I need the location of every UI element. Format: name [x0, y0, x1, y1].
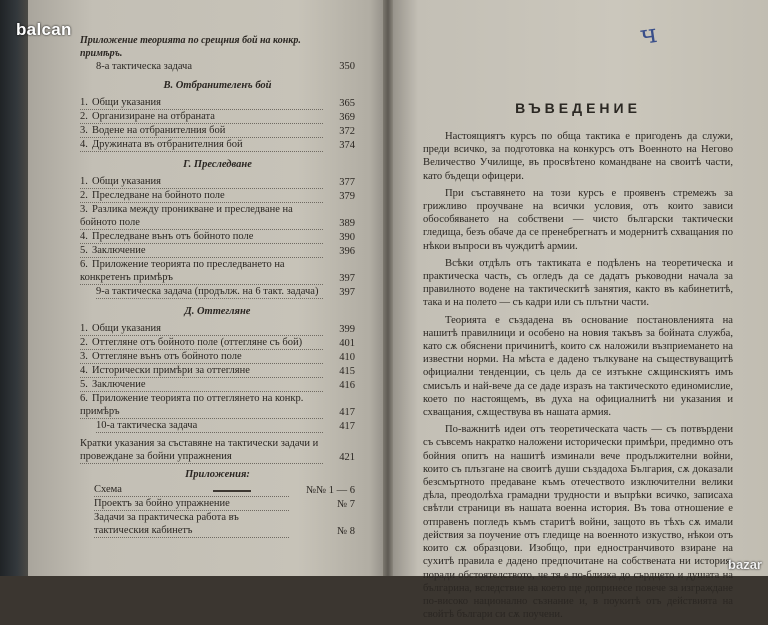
toc-entry-number: 1. [80, 323, 88, 334]
toc-entry [80, 189, 355, 203]
toc-entry-text: Водене на отбранителния бой [92, 125, 226, 136]
toc-entry-text: Исторически примѣри за оттегляне [92, 365, 250, 376]
toc-entry [80, 175, 355, 189]
toc-entry-page: 399 [339, 324, 355, 335]
toc-entry-title [96, 419, 323, 433]
watermark-logo: balcan [16, 20, 72, 39]
toc-entry-text: 9-а тактическа задача (продълж. на 6 такт. задача) [96, 286, 319, 297]
toc-entry-page: № 8 [337, 526, 355, 537]
introduction-section [423, 100, 733, 625]
toc-entry-title [80, 364, 323, 378]
toc-entry-page: 415 [339, 366, 355, 377]
toc-entry-page: 379 [339, 191, 355, 202]
toc-entry-number: 4. [80, 365, 88, 376]
toc-entry-title [94, 497, 289, 511]
toc-entry-title [80, 203, 323, 230]
toc-entry-text: Преследване вънъ отъ бойното поле [92, 231, 254, 242]
table-of-contents [80, 34, 355, 538]
toc-entry-title [80, 336, 323, 350]
toc-entry [80, 244, 355, 258]
book-spine [383, 0, 393, 576]
toc-entry-title [80, 258, 323, 285]
toc-entry-page: 401 [339, 338, 355, 349]
toc-entry [80, 60, 355, 73]
toc-section-heading: Д. Оттегляне [184, 306, 251, 317]
toc-entry-number: 4. [80, 231, 88, 242]
toc-entry-number: 3. [80, 204, 88, 215]
toc-entry [80, 96, 355, 110]
watermark-badge: bazar [728, 557, 762, 572]
toc-entry-text: 10-а тактическа задача [96, 420, 198, 431]
toc-entry [80, 230, 355, 244]
toc-entry-number: 4. [80, 139, 88, 150]
toc-entry-text: Задачи за практическа работа въ тактическия кабинетъ [94, 512, 239, 536]
paragraph: При съставянето на този курсъ е проявенъ стремежъ за грижливо проучване на всички условия, отъ които зависи обособяването на собствени — чисто български тактически гледища, безъ обаче да се пренебрегнатъ и модернитѣ схващания по нѣкои въпроси въ чуждитѣ армии. [423, 187, 733, 252]
toc-entry [80, 497, 355, 511]
toc-entry-text: Кратки указания за съставяне на тактически задачи и провеждане за бойни упражнения [80, 438, 319, 462]
toc-entry-page: 372 [339, 126, 355, 137]
toc-entry-title [80, 392, 323, 419]
toc-entry-title [80, 124, 323, 138]
page-title: ВЪВЕДЕНИЕ [515, 100, 641, 116]
toc-entry-text: Заключение [92, 379, 146, 390]
toc-entry-text: Разлика между проникване и преследване на бойното поле [80, 204, 293, 228]
toc-entry-number: 1. [80, 176, 88, 187]
toc-entry-text: Оттегляне вънъ отъ бойното поле [92, 351, 242, 362]
toc-entry-text: Проектъ за бойно упражнение [94, 498, 230, 509]
toc-entry [80, 336, 355, 350]
toc-entry-title [80, 230, 323, 244]
toc-entry [80, 392, 355, 419]
toc-entry-title [96, 285, 323, 299]
toc-entry-number: 5. [80, 245, 88, 256]
toc-entry [80, 437, 355, 464]
toc-entry-text: Организиране на отбраната [92, 111, 215, 122]
toc-entry-number: 3. [80, 125, 88, 136]
toc-entry-number: 2. [80, 337, 88, 348]
toc-entry-page: 417 [339, 407, 355, 418]
toc-entry-text: Общи указания [92, 176, 161, 187]
toc-entry-page: 421 [339, 452, 355, 463]
toc-entry [80, 203, 355, 230]
toc-entry-title [80, 322, 323, 336]
toc-entry [80, 511, 355, 538]
toc-entry-title [80, 378, 323, 392]
toc-entry [80, 285, 355, 299]
toc-entry-text: 8-а тактическа задача [96, 61, 193, 72]
toc-entry-number: 2. [80, 190, 88, 201]
paragraph: По-важнитѣ идеи отъ теоретическата часть — съ потвърдени съ съвсемъ накратко наложени исторически примѣри, предимно отъ бойния опитъ на нашитѣ изминали вече продължителни войни, които съ плъзгане на своитѣ души създадоха България, сѫ доказали безсмъртното предаване къмъ отечеството изключителни велики дѣла, преодолѣха грамадни трудности и въпрѣки всичко, записаха свѣтли страници въ нашата военна история. Въ това отношение е отправенъ погледъ къмъ старитѣ войни, защото въ тѣхъ сѫ имали действия за поучение отъ гледище на военното изкуство, нѣкои отъ които сѫ образцови. Изобщо, при едностранчивото взиране на сухитѣ правила е дадено предпочитане на собствената ни история, поради обстоятелството, че тя е по-близка до сърдцето и душата на българина, вследствие на което ще допринесе повече за изграждане по-високо национално съзнание и, в поукитѣ отъ действията на свойтѣ българи си сѫ поучени. [423, 424, 733, 621]
toc-entry-page: 369 [339, 112, 355, 123]
toc-entry [80, 419, 355, 433]
paragraph: Всѣки отдѣлъ отъ тактиката е подѣленъ на теоретическа и практическа часть, съ огледъ да се дадатъ ръководни начала за правилното водене на тактическитѣ занятия, както въ кабинетитѣ, така и на полето — съ кадри или съ плътни части. [423, 257, 733, 309]
toc-entry-page: 390 [339, 232, 355, 243]
toc-entry-page: 397 [339, 273, 355, 284]
toc-entry [80, 322, 355, 336]
toc-entry-page: №№ 1 — 6 [306, 485, 355, 496]
toc-entry-page: 374 [339, 140, 355, 151]
toc-entry-title [80, 350, 323, 364]
toc-entry-text: Преследване на бойното поле [92, 190, 225, 201]
toc-entry-text: Общи указания [92, 323, 161, 334]
toc-entry-title [96, 60, 327, 73]
toc-entry-page: 416 [339, 380, 355, 391]
toc-entry-text: Заключение [92, 245, 146, 256]
toc-entry-page: 417 [339, 421, 355, 432]
toc-entry [80, 378, 355, 392]
toc-entry-title [94, 483, 289, 497]
toc-entry-title [80, 244, 323, 258]
toc-section-heading: В. Отбранителенъ бой [163, 80, 272, 91]
toc-entry-title [80, 96, 323, 110]
toc-entry-text: Схема [94, 484, 122, 495]
decorative-rule [213, 490, 251, 492]
toc-entry-number: 2. [80, 111, 88, 122]
toc-entry-page: № 7 [337, 499, 355, 510]
toc-entry [80, 350, 355, 364]
toc-entry-text: Общи указания [92, 97, 161, 108]
toc-entry-title [80, 189, 323, 203]
toc-entry-number: 6. [80, 393, 88, 404]
toc-entry-number: 3. [80, 351, 88, 362]
toc-entry-page: 397 [339, 287, 355, 298]
toc-entry-text: Приложение теорията по срещния бой на конкр. примѣръ. [80, 35, 301, 59]
toc-entry [80, 110, 355, 124]
toc-entry-page: 389 [339, 218, 355, 229]
toc-entry-page: 396 [339, 246, 355, 257]
toc-entry-text: Оттегляне отъ бойното поле (оттегляне съ бой) [92, 337, 303, 348]
toc-entry-text: Дружината въ отбранителния бой [92, 139, 243, 150]
toc-entry-title [80, 437, 323, 464]
toc-entry-page: 365 [339, 98, 355, 109]
paragraph: Настоящиятъ курсъ по обща тактика е пригоденъ да служи, преди всичко, за подготовка на конкурсъ отъ Военното на Негово Величество Училище, въ просвѣтено командване на своитѣ части, като бъдещи офицери. [423, 131, 733, 182]
toc-entry-page: 410 [339, 352, 355, 363]
toc-entry-title [80, 110, 323, 124]
toc-entry-title [80, 138, 323, 152]
toc-entry-page: 350 [339, 61, 355, 72]
toc-entry-number: 5. [80, 379, 88, 390]
handwritten-mark: ч [637, 18, 660, 52]
toc-entry [80, 138, 355, 152]
toc-entry-text: Приложение теорията по оттеглянето на конкр. примѣръ [80, 393, 304, 417]
paragraph: Теорията е създадена въ основание постановленията на нашитѣ правилници и особено на новия такъвъ за бойната служба, като сѫ обяснени причинитѣ, които сѫ наложили възприемането на известни норми. На мѣста е дадено тълкуване на съществуващитѣ официални тенденции, съ цель да се изтъкне сѫщинскиятъ имъ смисълъ и най-вече да се даде изразъ на тактическото единомислие, което по настоящемъ, въ духа на официалнитѣ ни указания и схващания, сѫществува въ нашата армия. [423, 314, 733, 419]
toc-entry-title [80, 175, 323, 189]
appendix-heading: Приложения: [185, 469, 250, 480]
toc-entry [80, 124, 355, 138]
toc-entry-number: 6. [80, 259, 88, 270]
toc-entry [80, 258, 355, 285]
toc-entry [80, 364, 355, 378]
toc-entry [80, 34, 355, 60]
toc-section-heading: Г. Преследване [183, 159, 252, 170]
book-cover-edge [0, 0, 28, 576]
toc-entry-title [94, 511, 289, 538]
toc-entry-page: 377 [339, 177, 355, 188]
toc-entry-text: Приложение теорията по преследването на конкретенъ примѣръ [80, 259, 285, 283]
toc-entry-title [80, 34, 327, 60]
toc-entry-number: 1. [80, 97, 88, 108]
